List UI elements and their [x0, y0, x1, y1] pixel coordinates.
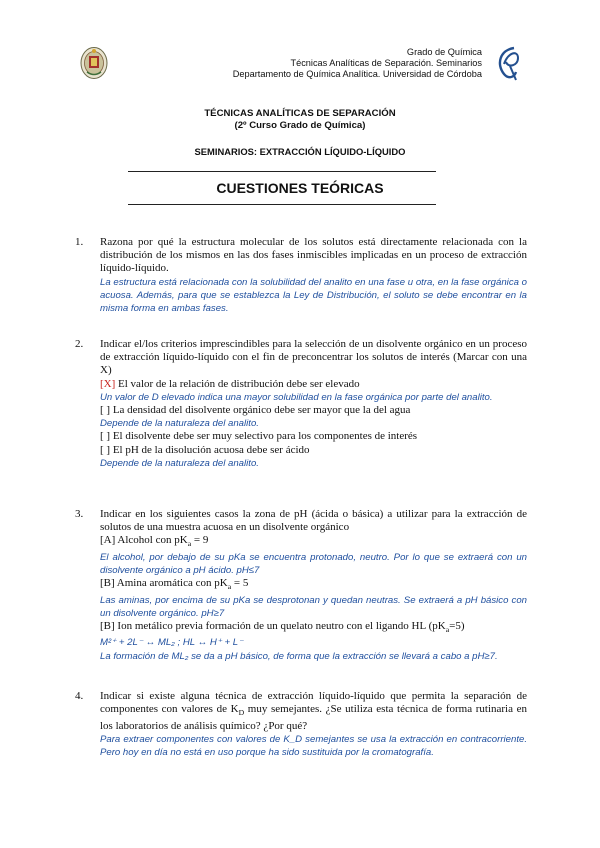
option-label: El valor de la relación de distribución debe ser elevado	[118, 377, 360, 390]
question-text: Indicar en los siguientes casos la zona de pH (ácida o básica) a utilizar para la extracción de solutos de una muestra acuosa en un disolvente orgánico	[100, 508, 527, 534]
answer-text: La estructura está relacionada con la solubilidad del analito en una fase u otra, en la fase orgánica o acuosa. Además, para que se establezca la Ley de Distribución, el soluto se debe encontrar en la misma forma en ambas fases.	[100, 276, 527, 315]
answer-text: Depende de la naturaleza del analito.	[100, 418, 259, 430]
section-heading: CUESTIONES TEÓRICAS	[216, 180, 384, 196]
seminar-title: SEMINARIOS: EXTRACCIÓN LÍQUIDO-LÍQUIDO	[194, 146, 406, 157]
university-seal-logo	[80, 46, 108, 80]
divider-top	[128, 171, 436, 172]
option-checkbox[interactable]: [ ]	[100, 443, 111, 456]
document-title: TÉCNICAS ANALÍTICAS DE SEPARACIÓN	[204, 108, 396, 119]
question-number: 3.	[75, 508, 84, 520]
question-text: Indicar el/los criterios imprescindibles para la selección de un disolvente orgánico en un proceso de extracción líquido-líquido con el fin de preconcentrar los solutos de interés (Marcar con una X)	[100, 338, 527, 377]
option-4[interactable]	[100, 444, 527, 457]
header-department: Departamento de Química Analítica. Universidad de Córdoba	[232, 69, 482, 79]
header-degree: Grado de Química	[406, 47, 482, 57]
question-number: 2.	[75, 338, 84, 350]
option-1[interactable]	[100, 378, 527, 391]
case-c-equation: M²⁺ + 2L⁻ ↔ ML₂ ; HL ↔ H⁺ + L⁻	[100, 637, 244, 649]
option-label: El pH de la disolución acuosa debe ser ácido	[112, 443, 310, 456]
option-checkbox-checked[interactable]: [X]	[100, 377, 116, 390]
case-a-answer: El alcohol, por debajo de su pKa se encuentra protonado, neutro. Por lo que se extraerá con un disolvente orgánico a pH ácido. pH≤7	[100, 551, 527, 576]
question-number: 4.	[75, 690, 84, 702]
case-c-answer: La formación de ML₂ se da a pH básico, de forma que la extracción se llevará a cabo a pH≥7.	[100, 650, 498, 662]
answer-text: Depende de la naturaleza del analito.	[100, 457, 259, 469]
question-text: Razona por qué la estructura molecular de los solutos está directamente relacionada con la distribución de los mismos en las dos fases inmiscibles implicadas en un proceso de extracción líquido-líquido.	[100, 236, 527, 275]
header-info	[233, 47, 482, 80]
option-3[interactable]	[100, 430, 527, 443]
department-logo	[492, 44, 524, 82]
question-number: 1.	[75, 236, 84, 248]
case-b-label: [B] Amina aromática con $pK_a = 5$	[100, 577, 249, 592]
option-checkbox[interactable]: [ ]	[100, 430, 111, 443]
option-checkbox[interactable]: [ ]	[100, 404, 111, 417]
answer-text: Un valor de D elevado indica una mayor solubilidad en la fase orgánica por parte del analito.	[100, 391, 493, 403]
header-course: Técnicas Analíticas de Separación. Seminarios	[290, 58, 482, 68]
question-text: Indicar si existe alguna técnica de extracción líquido-líquido que permita la separación de componentes con valores de $K_D$ muy semejantes. ¿Se utiliza esta técnica de forma rutinaria en los laboratorios de análisis químico? ¿Por qué?	[100, 690, 528, 732]
answer-text: Para extraer componentes con valores de K_D semejantes se usa la extracción en contracorriente. Pero hoy en día no está en uso porque ha sido sustituida por la cromatografía.	[100, 733, 527, 758]
case-b-answer: Las aminas, por encima de su pKa se desprotonan y quedan neutras. Se extraerá a pH básico con un disolvente orgánico. pH≥7	[100, 594, 527, 619]
divider-bottom	[128, 204, 436, 205]
case-c-label: [B] Ion metálico previa formación de un quelato neutro con el ligando HL $(pK_a=5)$	[100, 620, 465, 635]
option-label: El disolvente debe ser muy selectivo para los componentes de interés	[112, 430, 418, 443]
option-2[interactable]	[100, 404, 527, 417]
option-label: La densidad del disolvente orgánico debe ser mayor que la del agua	[112, 404, 411, 417]
document-course: (2º Curso Grado de Química)	[234, 120, 366, 131]
case-a-label: [A] Alcohol con $pK_a = 9$	[100, 534, 209, 549]
